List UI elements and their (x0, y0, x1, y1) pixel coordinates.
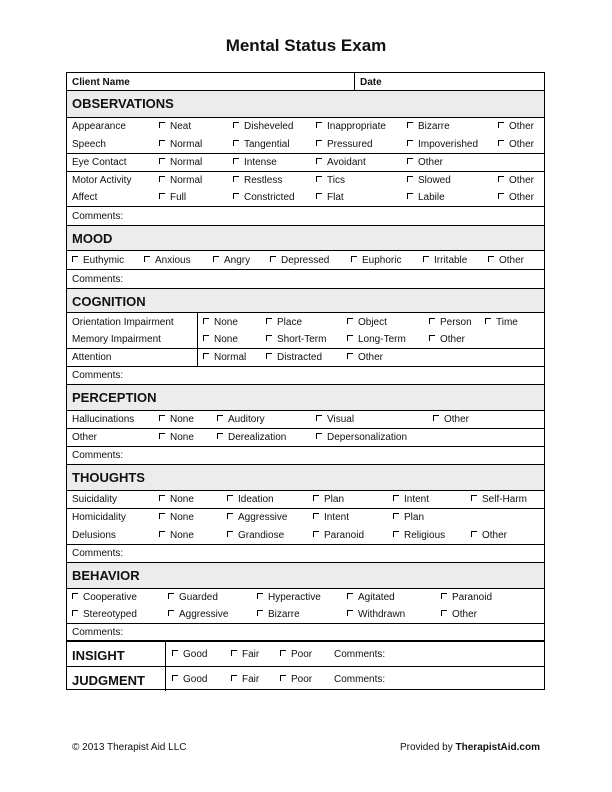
none-checkbox[interactable]: None (159, 513, 194, 523)
perception-comments-row[interactable] (67, 447, 544, 465)
memory-row (67, 331, 544, 349)
other-checkbox[interactable]: Other (488, 256, 524, 266)
provided-by-text: Provided by (399, 742, 453, 753)
object-checkbox[interactable]: Object (347, 318, 387, 328)
row-label: Eye Contact (72, 157, 127, 168)
row-label: Motor Activity (72, 175, 132, 186)
other-checkbox[interactable]: Other (498, 140, 534, 150)
orientation-row (67, 313, 544, 331)
none-checkbox[interactable]: None (203, 318, 238, 328)
row-label: Suicidality (72, 494, 118, 505)
intense-checkbox[interactable]: Intense (233, 158, 277, 168)
judgment-title: JUDGMENT (72, 673, 145, 688)
comments-label: Comments: (72, 627, 124, 638)
none-checkbox[interactable]: None (159, 415, 194, 425)
fair-checkbox[interactable]: Fair (231, 675, 259, 685)
row-label: Other (72, 432, 98, 443)
normal-checkbox[interactable]: Normal (159, 140, 202, 150)
speech-row (67, 136, 544, 154)
paranoid-checkbox[interactable]: Paranoid (441, 593, 492, 603)
short-term-checkbox[interactable]: Short-Term (266, 335, 326, 345)
place-checkbox[interactable]: Place (266, 318, 302, 328)
withdrawn-checkbox[interactable]: Withdrawn (347, 610, 405, 620)
intent-checkbox[interactable]: Intent (313, 513, 349, 523)
observations-section (67, 91, 544, 118)
agitated-checkbox[interactable]: Agitated (347, 593, 395, 603)
mood-section (67, 226, 544, 251)
depersonalization-checkbox[interactable]: Depersonalization (316, 433, 407, 443)
irritable-checkbox[interactable]: Irritable (423, 256, 467, 266)
derealization-checkbox[interactable]: Derealization (217, 433, 286, 443)
neat-checkbox[interactable]: Neat (159, 122, 191, 132)
mood-row (67, 251, 544, 270)
site-link[interactable]: TherapistAid.com (455, 742, 540, 753)
thoughts-title: THOUGHTS (72, 470, 145, 485)
impoverished-checkbox[interactable]: Impoverished (407, 140, 478, 150)
aggressive-checkbox[interactable]: Aggressive (168, 610, 228, 620)
fair-checkbox[interactable]: Fair (231, 650, 259, 660)
row-label: Speech (72, 139, 106, 150)
suicidality-row (67, 491, 544, 509)
guarded-checkbox[interactable]: Guarded (168, 593, 218, 603)
delusions-row (67, 527, 544, 545)
tics-checkbox[interactable]: Tics (316, 176, 345, 186)
auditory-checkbox[interactable]: Auditory (217, 415, 265, 425)
other-checkbox[interactable]: Other (429, 335, 465, 345)
constricted-checkbox[interactable]: Constricted (233, 193, 295, 203)
comments-label: Comments: (72, 211, 124, 222)
comments-label: Comments: (72, 450, 124, 461)
none-checkbox[interactable]: None (159, 433, 194, 443)
intent-checkbox[interactable]: Intent (393, 495, 429, 505)
bizarre-checkbox[interactable]: Bizarre (257, 610, 300, 620)
date-field[interactable]: Date (360, 77, 382, 88)
other-checkbox[interactable]: Other (441, 610, 477, 620)
inappropriate-checkbox[interactable]: Inappropriate (316, 122, 386, 132)
plan-checkbox[interactable]: Plan (313, 495, 344, 505)
anxious-checkbox[interactable]: Anxious (144, 256, 191, 266)
motor-activity-row (67, 172, 544, 189)
client-name-field[interactable]: Client Name (72, 77, 130, 88)
insight-comments-field[interactable]: Comments: (334, 649, 386, 660)
mse-form (66, 72, 545, 690)
self-harm-checkbox[interactable]: Self-Harm (471, 495, 527, 505)
comments-label: Comments: (72, 370, 124, 381)
pressured-checkbox[interactable]: Pressured (316, 140, 373, 150)
aggressive-checkbox[interactable]: Aggressive (227, 513, 287, 523)
attention-row (67, 349, 544, 367)
row-label: Orientation Impairment (72, 317, 174, 328)
header-row (67, 73, 544, 91)
other-checkbox[interactable]: Other (498, 193, 534, 203)
other-checkbox[interactable]: Other (347, 353, 383, 363)
bizarre-checkbox[interactable]: Bizarre (407, 122, 450, 132)
euthymic-checkbox[interactable]: Euthymic (72, 256, 124, 266)
restless-checkbox[interactable]: Restless (233, 176, 282, 186)
perception-section (67, 385, 544, 411)
other-checkbox[interactable]: Other (498, 122, 534, 132)
mood-comments-row[interactable] (67, 270, 544, 289)
comments-label: Comments: (72, 548, 124, 559)
plan-checkbox[interactable]: Plan (393, 513, 424, 523)
cooperative-checkbox[interactable]: Cooperative (72, 593, 137, 603)
affect-row (67, 189, 544, 207)
time-checkbox[interactable]: Time (485, 318, 518, 328)
ideation-checkbox[interactable]: Ideation (227, 495, 274, 505)
normal-checkbox[interactable]: Normal (203, 353, 246, 363)
paranoid-checkbox[interactable]: Paranoid (313, 531, 364, 541)
appearance-row (67, 118, 544, 136)
footer-credit (400, 742, 540, 753)
hyperactive-checkbox[interactable]: Hyperactive (257, 593, 321, 603)
row-label: Hallucinations (72, 414, 135, 425)
row-label: Delusions (72, 530, 116, 541)
row-label: Homicidality (72, 512, 126, 523)
mood-title: MOOD (72, 231, 113, 246)
other-checkbox[interactable]: Other (407, 158, 443, 168)
row-label: Memory Impairment (72, 334, 161, 345)
slowed-checkbox[interactable]: Slowed (407, 176, 451, 186)
long-term-checkbox[interactable]: Long-Term (347, 335, 406, 345)
insight-row (67, 642, 544, 667)
judgment-comments-field[interactable]: Comments: (334, 674, 386, 685)
perception-title: PERCEPTION (72, 390, 157, 405)
disheveled-checkbox[interactable]: Disheveled (233, 122, 293, 132)
good-checkbox[interactable]: Good (172, 675, 207, 685)
behavior-row-1 (67, 589, 544, 606)
observations-title: OBSERVATIONS (72, 96, 174, 111)
hallucinations-row (67, 411, 544, 429)
depressed-checkbox[interactable]: Depressed (270, 256, 329, 266)
row-label: Appearance (72, 121, 126, 132)
thoughts-section (67, 465, 544, 491)
distracted-checkbox[interactable]: Distracted (266, 353, 322, 363)
other-checkbox[interactable]: Other (471, 531, 507, 541)
visual-checkbox[interactable]: Visual (316, 415, 354, 425)
eye-contact-row (67, 154, 544, 172)
avoidant-checkbox[interactable]: Avoidant (316, 158, 366, 168)
other-checkbox[interactable]: Other (433, 415, 469, 425)
euphoric-checkbox[interactable]: Euphoric (351, 256, 401, 266)
cognition-title: COGNITION (72, 294, 146, 309)
cognition-section (67, 289, 544, 313)
observations-comments-row[interactable] (67, 207, 544, 226)
religious-checkbox[interactable]: Religious (393, 531, 445, 541)
none-checkbox[interactable]: None (159, 495, 194, 505)
behavior-section (67, 563, 544, 589)
behavior-title: BEHAVIOR (72, 568, 140, 583)
copyright: © 2013 Therapist Aid LLC (72, 742, 187, 753)
poor-checkbox[interactable]: Poor (280, 650, 312, 660)
normal-checkbox[interactable]: Normal (159, 176, 202, 186)
judgment-row (67, 667, 544, 691)
normal-checkbox[interactable]: Normal (159, 158, 202, 168)
row-label: Attention (72, 352, 112, 363)
angry-checkbox[interactable]: Angry (213, 256, 250, 266)
behavior-row-2 (67, 606, 544, 624)
poor-checkbox[interactable]: Poor (280, 675, 312, 685)
none-checkbox[interactable]: None (203, 335, 238, 345)
thoughts-comments-row[interactable] (67, 545, 544, 563)
labile-checkbox[interactable]: Labile (407, 193, 445, 203)
stereotyped-checkbox[interactable]: Stereotyped (72, 610, 137, 620)
perception-other-row (67, 429, 544, 447)
page-title: Mental Status Exam (225, 36, 387, 55)
cognition-comments-row[interactable] (67, 367, 544, 385)
full-checkbox[interactable]: Full (159, 193, 186, 203)
person-checkbox[interactable]: Person (429, 318, 472, 328)
row-label: Affect (72, 192, 98, 203)
tangential-checkbox[interactable]: Tangential (233, 140, 290, 150)
flat-checkbox[interactable]: Flat (316, 193, 344, 203)
good-checkbox[interactable]: Good (172, 650, 207, 660)
none-checkbox[interactable]: None (159, 531, 194, 541)
other-checkbox[interactable]: Other (498, 176, 534, 186)
insight-title: INSIGHT (72, 648, 125, 663)
grandiose-checkbox[interactable]: Grandiose (227, 531, 284, 541)
behavior-comments-row[interactable] (67, 624, 544, 642)
homicidality-row (67, 509, 544, 527)
comments-label: Comments: (72, 274, 124, 285)
